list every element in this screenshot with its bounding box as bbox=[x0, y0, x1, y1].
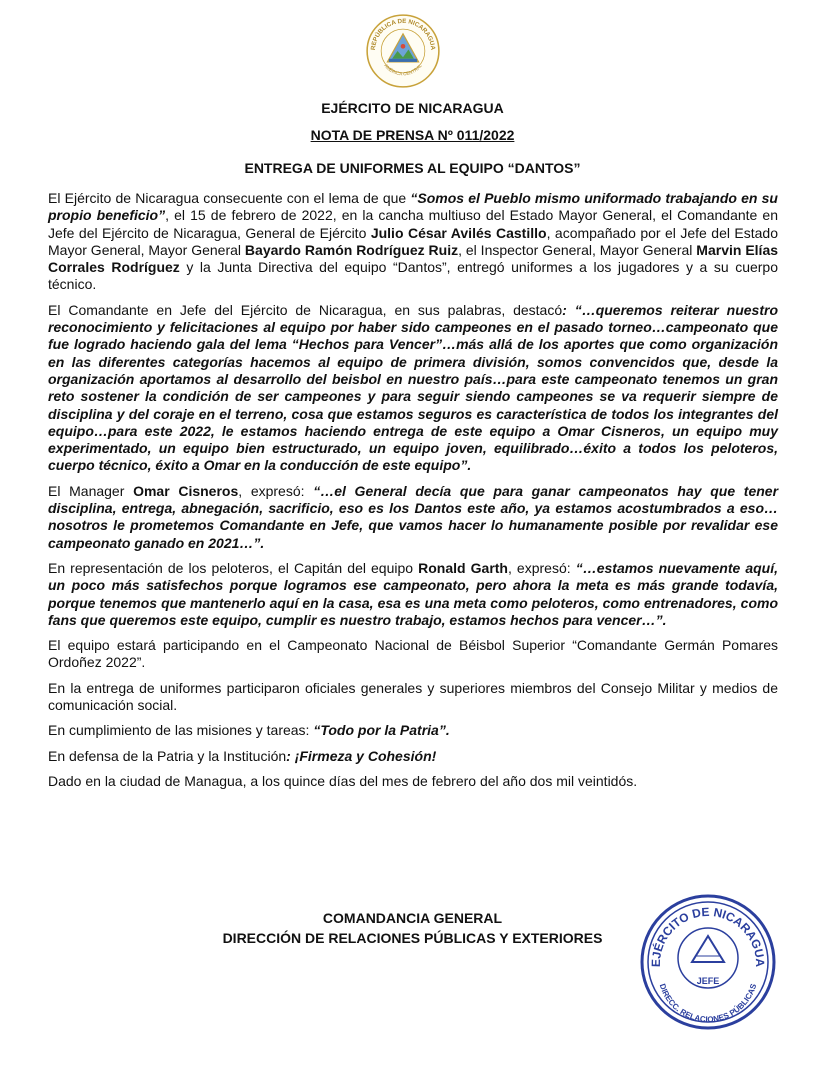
paragraph-7 bbox=[48, 722, 778, 739]
signature-line-1: COMANDANCIA GENERAL bbox=[322, 910, 503, 926]
organization-name: EJÉRCITO DE NICARAGUA bbox=[321, 100, 504, 116]
captain-quote: “…estamos nuevamente aquí, un poco más satisfechos porque logramos ese campeonato, pero ahora la meta es más grande todavía, porque tenemos que mantenerlo aquí en la casa, esa es una meta como peloteros, como entrenadores, como fans que queremos este equipo, cumplir es nuestro trabajo, estamos hechos para vencer…”. bbox=[48, 559, 779, 628]
stamp-bottom-text: DIRECC. RELACIONES PÚBLICAS bbox=[657, 982, 759, 1025]
press-release-body bbox=[48, 190, 778, 798]
paragraph-5: El equipo estará participando en el Campeonato Nacional de Béisbol Superior “Comandante Germán Pomares Ordoñez 2022”. bbox=[48, 637, 778, 671]
stamp-center-text: JEFE bbox=[696, 976, 720, 986]
text: En representación de los peloteros, el Capitán del equipo bbox=[48, 559, 419, 576]
person-name: Bayardo Ramón Rodríguez Ruiz bbox=[244, 241, 459, 258]
person-name: Ronald Garth bbox=[418, 559, 508, 576]
person-name: Julio César Avilés Castillo bbox=[370, 224, 547, 241]
paragraph-8 bbox=[48, 748, 778, 765]
motto-quote: “Somos el Pueblo mismo uniformado trabajando en su propio beneficio” bbox=[48, 190, 778, 224]
motto-quote: : ¡Firmeza y Cohesión! bbox=[286, 747, 437, 764]
paragraph-1 bbox=[48, 190, 778, 294]
seal-bottom-text: AMÉRICA CENTRAL bbox=[383, 63, 423, 77]
stamp-top-text: EJÉRCITO DE NICARAGUA bbox=[648, 904, 768, 968]
text: , expresó: bbox=[507, 559, 576, 576]
official-stamp-icon bbox=[638, 892, 778, 1032]
text: y la Junta Directiva del equipo “Dantos”, entregó uniformes a los jugadores y a su cuerpo técnico. bbox=[48, 259, 779, 293]
text: En cumplimiento de las misiones y tareas: bbox=[48, 722, 314, 739]
paragraph-4 bbox=[48, 560, 778, 629]
press-release-number: NOTA DE PRENSA Nº 011/2022 bbox=[310, 127, 515, 143]
paragraph-2 bbox=[48, 302, 778, 475]
text: , expresó: bbox=[238, 482, 314, 499]
manager-quote: “…el General decía que para ganar campeonatos hay que tener disciplina, entrega, abnegación, sacrificio, eso es los Dantos este año, ya estamos acostumbrados a eso…nosotros le prometemos Comandante en Jefe, que vamos hacer lo humanamente posible por revalidar ese campeonato ganado en 2021…”. bbox=[48, 482, 779, 551]
signature-line-2: DIRECCIÓN DE RELACIONES PÚBLICAS Y EXTERIORES bbox=[222, 930, 603, 946]
text: El Comandante en Jefe del Ejército de Nicaragua, en sus palabras, destacó bbox=[48, 301, 563, 318]
text: El Manager bbox=[48, 482, 134, 499]
text: , el 15 de febrero de 2022, en la cancha multiuso del Estado Mayor General, el Comandante en Jefe del Ejército de Nicaragua, General de Ejército bbox=[48, 207, 778, 241]
text: En defensa de la Patria y la Institución bbox=[48, 747, 287, 764]
person-name: Omar Cisneros bbox=[133, 482, 239, 499]
paragraph-9: Dado en la ciudad de Managua, a los quince días del mes de febrero del año dos mil veintidós. bbox=[48, 772, 638, 789]
seal-ring-text: REPÚBLICA DE NICARAGUA bbox=[369, 17, 437, 51]
text: El Ejército de Nicaragua consecuente con el lema de que bbox=[48, 190, 411, 206]
commander-quote: : “…queremos reiterar nuestro reconocimiento y felicitaciones al equipo por haber sido campeones en el pasado torneo…campeonato que fue logrado haciendo gala del lema “Hechos para Vencer”…más allá de los aportes que como organización en las diferentes categorías hacemos al equipo de primera división, somos convencidos que, desde la organización aportamos al desarrollo del beisbol en nuestro país…para este campeonato tenemos un gran reto sostener la condición de ser campeones y para seguir siendo campeones se va requerir siempre de disciplina y del coraje en el terreno, cosa que estamos seguros es característica de todos los integrantes del equipo…para este 2022, le estamos haciendo entrega de este equipo a Omar Cisneros, un equipo muy experimentado, un equipo bien estructurado, un equipo joven, equilibrado…éxito a todos los peloteros, cuerpo técnico, éxito a Omar en la conducción de este equipo”. bbox=[48, 301, 778, 474]
text: , el Inspector General, Mayor General bbox=[458, 241, 697, 258]
coat-of-arms-seal-icon bbox=[364, 12, 442, 90]
press-release-title: ENTREGA DE UNIFORMES AL EQUIPO “DANTOS” bbox=[244, 160, 581, 176]
person-name: Marvin Elías Corrales Rodríguez bbox=[48, 241, 779, 276]
text: , acompañado por el Jefe del Estado Mayor General, Mayor General bbox=[48, 224, 779, 258]
paragraph-6: En la entrega de uniformes participaron oficiales generales y superiores miembros del Consejo Militar y medios de comunicación social. bbox=[48, 679, 778, 714]
motto-quote: “Todo por la Patria”. bbox=[313, 722, 450, 739]
paragraph-3 bbox=[48, 483, 778, 552]
